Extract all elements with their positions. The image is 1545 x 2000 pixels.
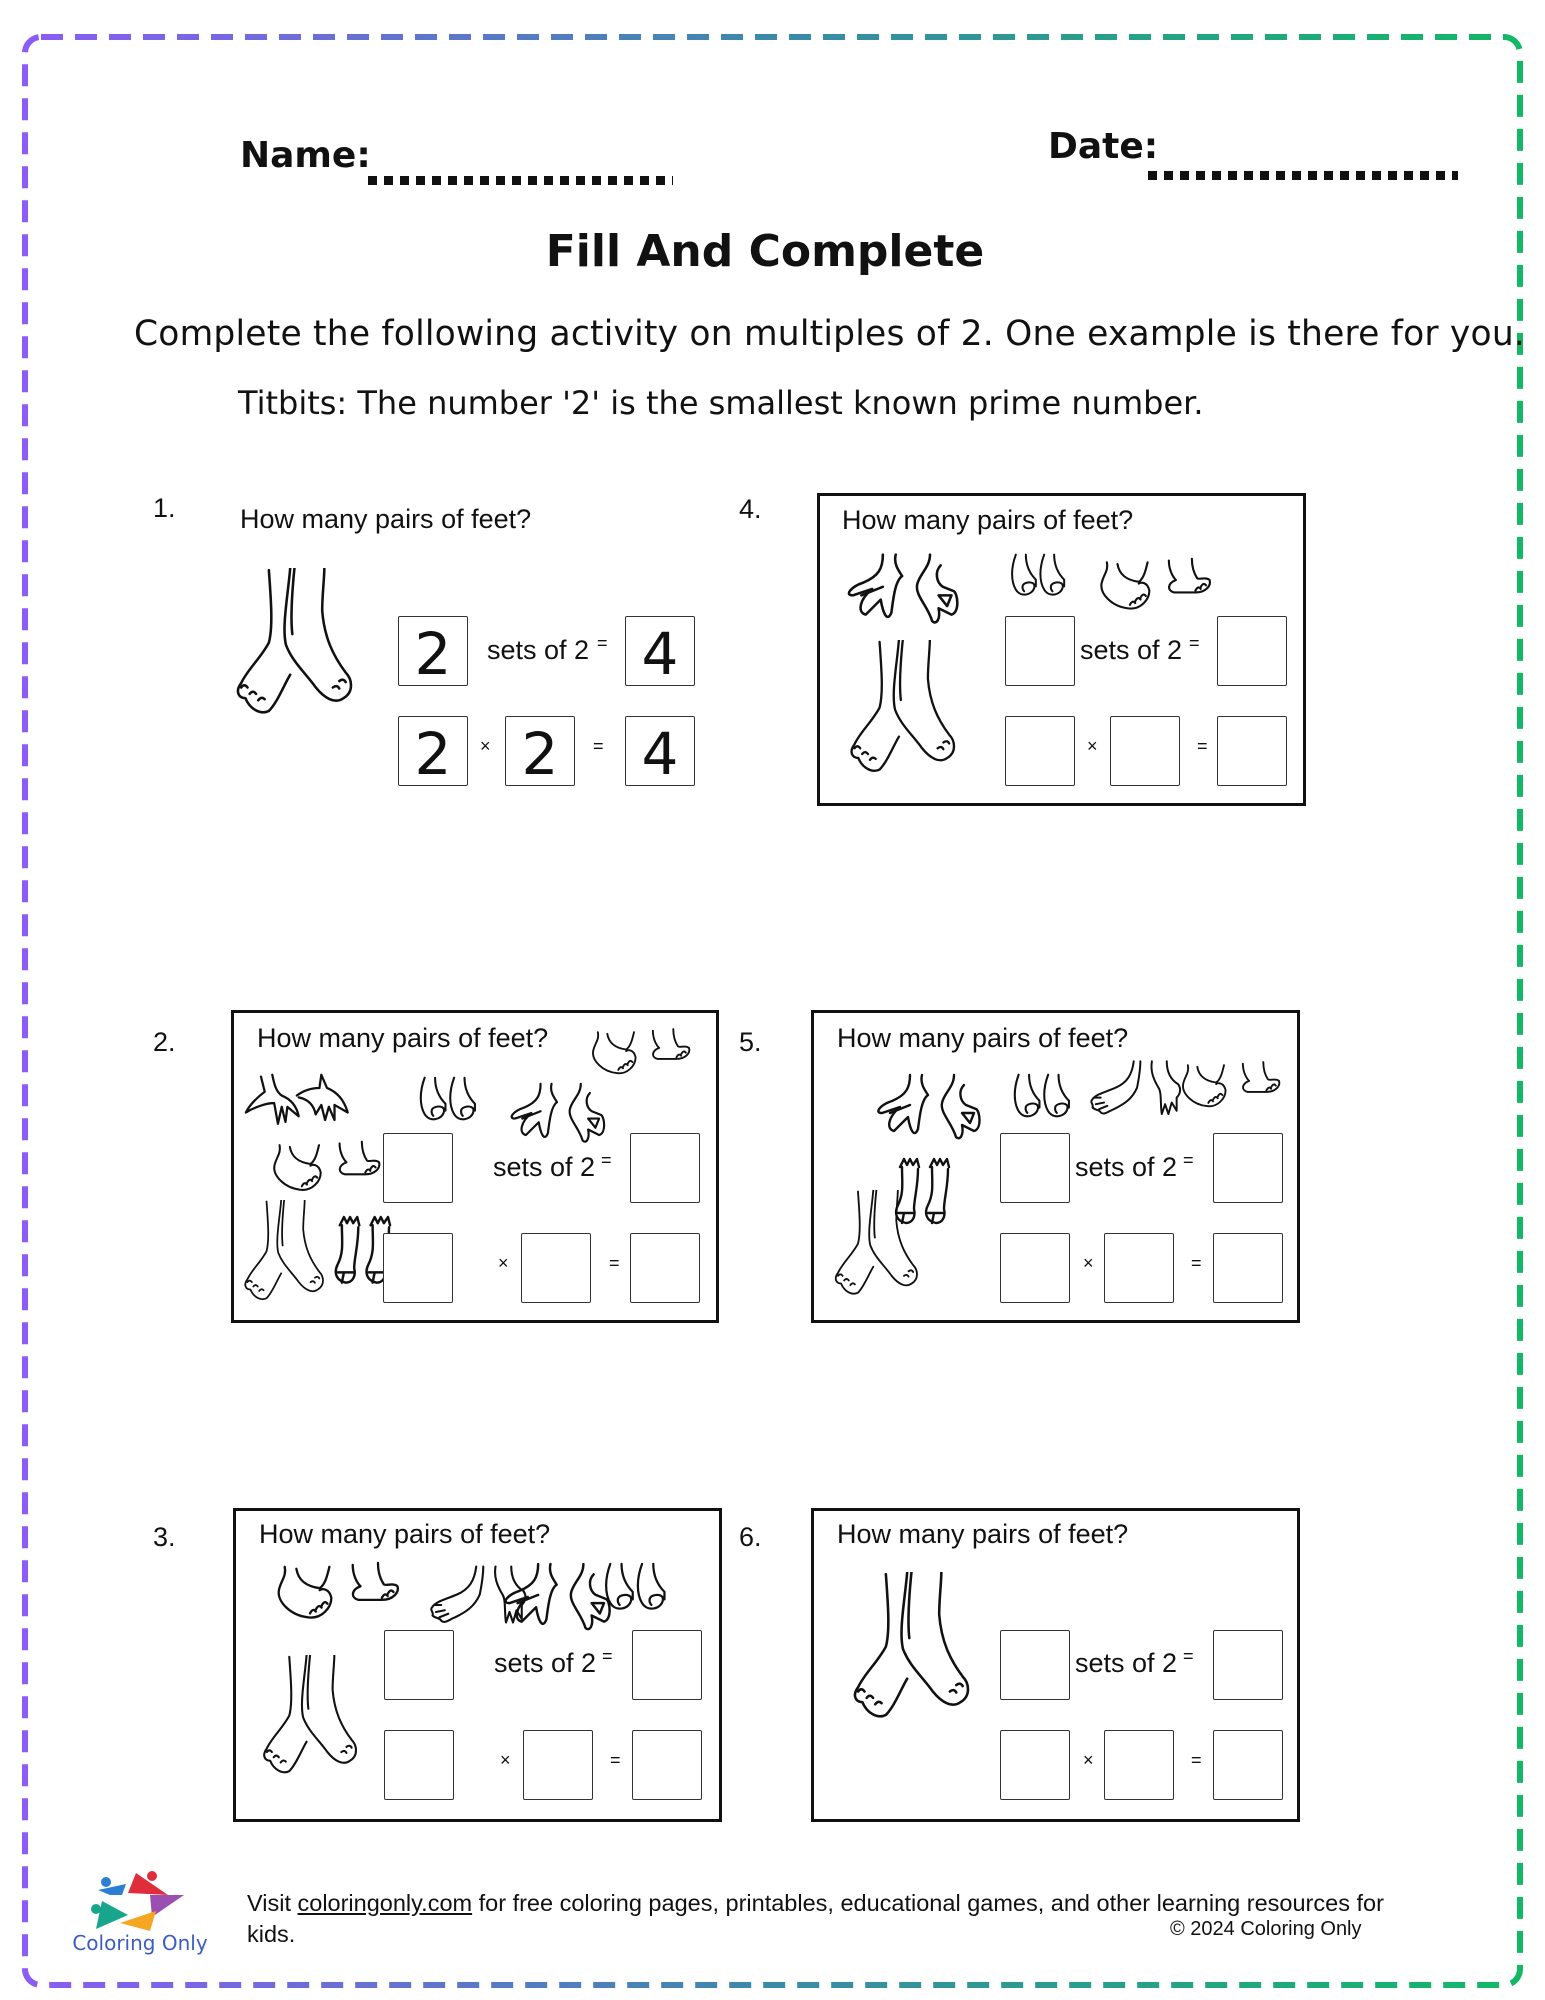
equals-sign: = [602,1646,613,1666]
instruction-text: Complete the following activity on multiples of 2. One example is there for you. [134,314,1526,354]
sets-result-box[interactable] [1217,616,1287,686]
problem-question: How many pairs of feet? [837,1023,1129,1053]
equals-sign: = [1191,1253,1202,1273]
titbits-text: Titbits: The number '2' is the smallest known prime number. [238,384,1204,422]
multiplicand-box[interactable] [1000,1730,1070,1800]
equals-sign: = [609,1253,620,1273]
logo-star-icon [70,1865,210,1931]
sets-count-box[interactable] [1000,1630,1070,1700]
problem-number: 1. [153,493,176,523]
coloring-only-logo [70,1865,210,1960]
sets-of-2-label: sets of 2 [1075,1152,1178,1182]
date-input-line[interactable] [1148,171,1458,180]
sets-result-box[interactable] [1213,1630,1283,1700]
sets-of-2-label: sets of 2 [493,1152,596,1182]
date-label: Date: [1048,126,1159,167]
times-sign: × [1083,1253,1094,1273]
hoof-feet-icon [600,1562,686,1618]
coloringonly-link[interactable]: coloringonly.com [297,1890,473,1916]
multiplicand-box[interactable] [1005,716,1075,786]
sets-result-box[interactable] [1213,1133,1283,1203]
sets-count-box[interactable] [384,1630,454,1700]
sets-count-box[interactable] [1005,616,1075,686]
sets-count-box[interactable] [383,1133,453,1203]
problem-number: 5. [739,1027,762,1057]
problem-number: 2. [153,1027,176,1057]
equals-sign: = [1191,1750,1202,1770]
problem-question: How many pairs of feet? [837,1519,1129,1549]
human-feet-icon [833,640,988,785]
problem-question: How many pairs of feet? [240,504,532,534]
sets-of-2-label: sets of 2 [1080,635,1183,665]
hoof-feet-icon [1004,1073,1094,1125]
multiplier-box[interactable]: 2 [505,716,575,786]
multiplier-box[interactable] [1104,1233,1174,1303]
paw-feet-icon [258,1561,428,1629]
footer-text-after: for free coloring pages, printables, educational games, and other learning resources for kids. [247,1890,1384,1947]
problem-question: How many pairs of feet? [259,1519,551,1549]
name-label: Name: [240,135,371,176]
product-box[interactable] [1213,1233,1283,1303]
times-sign: × [1087,736,1098,756]
human-feet-icon [840,1572,1000,1732]
human-feet-icon [228,568,378,728]
multiplier-box[interactable] [1110,716,1180,786]
multiplicand-box[interactable]: 2 [398,716,468,786]
paw-feet-icon [266,1140,396,1200]
sets-result-box[interactable] [632,1630,702,1700]
product-box[interactable] [1213,1730,1283,1800]
times-sign: × [1083,1750,1094,1770]
problem-number: 6. [739,1522,762,1552]
times-sign: × [498,1253,509,1273]
logo-text: Coloring Only [72,1931,208,1955]
multiplicand-box[interactable] [1000,1233,1070,1303]
paw-feet-icon [1095,557,1225,619]
hoof-feet-icon [1000,553,1090,603]
times-sign: × [500,1750,511,1770]
equals-sign: = [593,736,604,756]
equals-sign: = [601,1150,612,1170]
multiplier-box[interactable] [523,1730,593,1800]
problem-question: How many pairs of feet? [257,1023,549,1053]
claw-feet-icon [870,1073,1010,1143]
copyright-text: © 2024 Coloring Only [1170,1918,1362,1940]
human-feet-icon [252,1655,382,1785]
times-sign: × [480,736,491,756]
claw-feet-icon [840,550,990,630]
product-box[interactable] [1217,716,1287,786]
paw-feet-icon [1180,1055,1290,1121]
equals-sign: = [597,633,608,653]
sets-result-box[interactable]: 4 [625,616,695,686]
multiplier-box[interactable] [1104,1730,1174,1800]
hoof-feet-icon [410,1076,500,1128]
multiplicand-box[interactable] [384,1730,454,1800]
paw-feet-icon [590,1025,700,1085]
multiplicand-box[interactable] [383,1233,453,1303]
sets-of-2-label: sets of 2 [494,1648,597,1678]
equals-sign: = [1183,1150,1194,1170]
sets-of-2-label: sets of 2 [487,635,590,665]
product-box[interactable]: 4 [625,716,695,786]
multiplier-box[interactable] [521,1233,591,1303]
human-feet-icon [820,1190,945,1305]
footer-text-before: Visit [247,1890,298,1916]
page-title: Fill And Complete [545,226,985,277]
sets-of-2-label: sets of 2 [1075,1648,1178,1678]
name-input-line[interactable] [368,176,673,185]
product-box[interactable] [632,1730,702,1800]
sets-count-box[interactable] [1000,1133,1070,1203]
problem-number: 3. [153,1522,176,1552]
equals-sign: = [1189,633,1200,653]
equals-sign: = [1183,1646,1194,1666]
product-box[interactable] [630,1233,700,1303]
problem-question: How many pairs of feet? [842,505,1134,535]
sets-count-box[interactable]: 2 [398,616,468,686]
sets-result-box[interactable] [630,1133,700,1203]
problem-number: 4. [739,494,762,524]
equals-sign: = [610,1750,621,1770]
bird-feet-icon [240,1071,380,1137]
equals-sign: = [1197,736,1208,756]
claw-feet-icon [503,1082,633,1146]
